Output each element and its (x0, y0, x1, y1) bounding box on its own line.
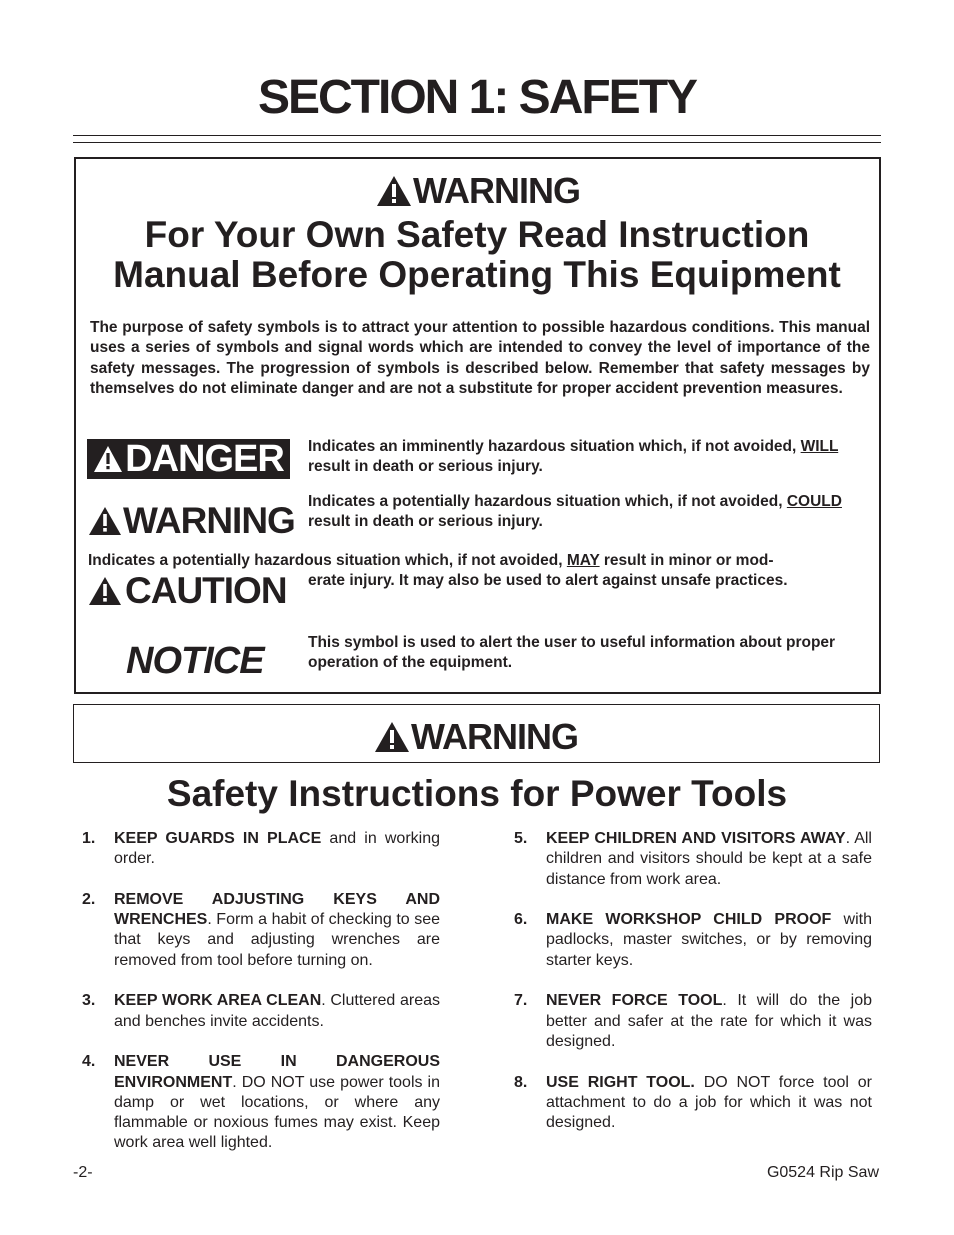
warning-signal-label (88, 500, 295, 542)
danger-description: Indicates an imminently hazardous situation which, if not avoided, WILL result in death or serious injury. (308, 438, 839, 476)
list-item (514, 1073, 872, 1134)
danger-signal-word: DANGER (125, 437, 284, 480)
list-item-lead: KEEP GUARDS IN PLACE (114, 830, 322, 847)
warning-triangle-icon (374, 721, 410, 753)
safety-list-left (82, 829, 440, 1174)
list-item (514, 991, 872, 1052)
notice-signal-label: NOTICE (126, 640, 264, 682)
list-item-text: and in working order. (114, 830, 440, 868)
list-item-text: . It will do the job better and safer at the rate for which it was designed. (546, 992, 872, 1050)
headline-line-2: Manual Before Operating This Equipment (113, 254, 841, 295)
list-item-text: . All children and visitors should be kept at a safe distance from work area. (546, 830, 872, 888)
caution-signal-label (88, 570, 287, 612)
list-item-lead: USE RIGHT TOOL. (546, 1073, 695, 1091)
safety-instructions-heading: Safety Instructions for Power Tools (166, 773, 788, 814)
danger-signal-label (87, 439, 290, 479)
list-item (82, 890, 440, 971)
list-item-number: 1. (82, 830, 96, 847)
list-item-lead: KEEP CHILDREN AND VISITORS AWAY (546, 830, 846, 847)
page-number: -2- (73, 1164, 93, 1181)
caution-keyword: MAY (566, 552, 600, 569)
list-item (82, 1052, 440, 1153)
list-item-number: 7. (514, 992, 528, 1010)
danger-triangle-icon (93, 445, 123, 473)
notice-description: This symbol is used to alert the user to useful information about proper operation of the equipment. (308, 634, 836, 672)
top-warning-heading (376, 170, 580, 212)
second-warning-word: WARNING (411, 716, 578, 757)
list-item (82, 991, 440, 1032)
list-item-number: 3. (82, 992, 96, 1010)
danger-keyword: WILL (800, 438, 839, 455)
top-warning-word: WARNING (413, 170, 580, 211)
list-item-number: 6. (514, 911, 528, 929)
list-item-text: with padlocks, master switches, or by removing starter keys. (546, 911, 872, 969)
caution-description-line-1: Indicates a potentially hazardous situation which, if not avoided, MAY result in minor or mod- (88, 552, 774, 569)
warning-triangle-icon (376, 175, 412, 207)
list-item-lead: KEEP WORK AREA CLEAN (114, 992, 322, 1010)
intro-paragraph: The purpose of safety symbols is to attract your attention to possible hazardous conditions. This manual uses a series of symbols and signal words which are intended to convey the level of importance of the safety messages. The progression of symbols is described below. Remember that safety messages by themselves do not eliminate danger and are not a substitute for proper accident prevention measures. (90, 319, 870, 397)
list-item-number: 2. (82, 890, 96, 908)
list-item-text: DO NOT force tool or attachment to do a job for which it was not designed. (546, 1073, 873, 1132)
list-item-text: . Form a habit of checking to see that keys and adjusting wrenches are removed from tool before turning on. (114, 911, 440, 969)
list-item (514, 910, 872, 971)
title-rule-top (73, 135, 881, 136)
section-title: SECTION 1: SAFETY (257, 71, 697, 124)
caution-signal-word: CAUTION (125, 570, 287, 611)
warning-triangle-icon (88, 506, 122, 536)
safety-list-right (514, 829, 872, 1154)
footer-model-name: G0524 Rip Saw (766, 1164, 879, 1181)
list-item-number: 8. (514, 1073, 528, 1091)
headline-line-1: For Your Own Safety Read Instruction (144, 214, 810, 255)
list-item-lead: REMOVE ADJUSTING KEYS AND WRENCHES (114, 890, 440, 929)
caution-triangle-icon (88, 576, 122, 606)
second-warning-heading (374, 716, 578, 758)
list-item-lead: MAKE WORKSHOP CHILD PROOF (546, 911, 832, 929)
warning-description: Indicates a potentially hazardous situation which, if not avoided, COULD result in death or serious injury. (308, 493, 842, 531)
warning-keyword: COULD (786, 493, 842, 510)
list-item-text: . Cluttered areas and benches invite accidents. (114, 992, 441, 1030)
caution-description-line-2: erate injury. It may also be used to alert against unsafe practices. (308, 572, 788, 589)
list-item (514, 829, 872, 890)
list-item-number: 5. (514, 830, 528, 847)
list-item (82, 829, 440, 870)
list-item-text: . DO NOT use power tools in damp or wet locations, or where any flammable or noxious fumes may exist. Keep work area well lighted. (114, 1073, 440, 1152)
list-item-lead: NEVER FORCE TOOL (546, 992, 723, 1010)
warning-signal-word: WARNING (123, 500, 295, 541)
list-item-number: 4. (82, 1053, 96, 1071)
title-rule-bottom (73, 142, 881, 143)
list-item-lead: NEVER USE IN DANGEROUS ENVIRONMENT (114, 1053, 440, 1091)
